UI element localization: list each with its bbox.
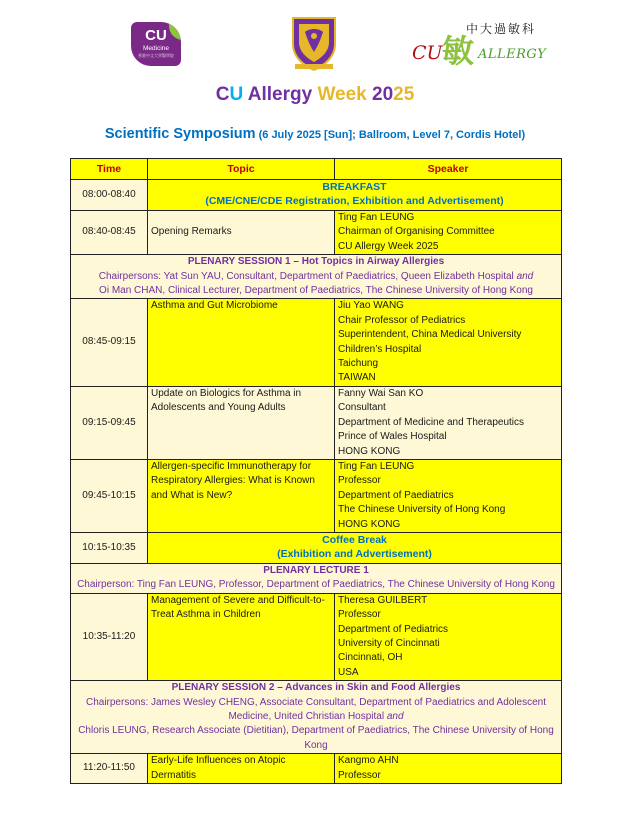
topic-cell: Opening Remarks: [148, 211, 335, 255]
title-week: Week: [317, 84, 373, 105]
session-title: PLENARY SESSION 1 – Hot Topics in Airway Allergies: [187, 256, 445, 268]
cu-allergy-cu: CU: [412, 42, 443, 64]
speaker-detail: Chairman of Organising Committee: [338, 226, 495, 238]
break-cell: [148, 532, 562, 563]
topic-cell: [148, 299, 335, 386]
speaker-cell: [335, 754, 562, 784]
programme-table: [70, 158, 562, 784]
chairs-and: and: [516, 270, 534, 282]
time-cell: 08:45-09:15: [71, 299, 148, 386]
chairs-part-a: Chairpersons: James Wesley CHENG, Associate Consultant, Department of Paediatrics and Adolescent Medicine, United Christian Hospital: [85, 696, 547, 722]
logo-bar: [0, 14, 630, 76]
break-subtitle: (Exhibition and Advertisement): [277, 548, 432, 561]
header-time: Time: [71, 159, 148, 180]
speaker-detail: Taichung: [338, 358, 379, 370]
speaker-detail: HONG KONG: [338, 518, 401, 530]
speaker-detail: Superintendent, China Medical University Children’s Hospital: [338, 329, 522, 355]
row-talk-4: [71, 593, 562, 680]
title-u: U: [229, 84, 244, 105]
speaker-cell: [335, 459, 562, 532]
cu-allergy-word: ALLERGY: [478, 47, 547, 62]
session-title: PLENARY LECTURE 1: [263, 564, 369, 576]
cu-medicine-logo-subtext: Medicine: [142, 45, 169, 52]
speaker-detail: Cincinnati, OH: [338, 652, 403, 664]
session-cell: [71, 681, 562, 754]
speaker-detail: Professor: [338, 769, 381, 781]
row-coffee-break: [71, 532, 562, 563]
speaker-detail: Professor: [338, 475, 381, 487]
speaker-cell: [335, 211, 562, 255]
speaker-name: Theresa GUILBERT: [338, 594, 428, 606]
speaker-detail: CU Allergy Week 2025: [338, 240, 439, 252]
title-year-a: 20: [372, 84, 394, 105]
subtitle-main: Scientific Symposium: [104, 126, 256, 142]
session-cell: [71, 563, 562, 593]
time-cell: 09:45-10:15: [71, 459, 148, 532]
session-chairs: [74, 270, 558, 284]
time-cell: 10:35-11:20: [71, 593, 148, 680]
speaker-cell: [335, 593, 562, 680]
chairs-part-a: Chairpersons: Yat Sun YAU, Consultant, Department of Paediatrics, Queen Elizabeth Hospital: [98, 270, 517, 282]
speaker-name: Ting Fan LEUNG: [338, 212, 415, 223]
topic-cell: Update on Biologics for Asthma in Adolescents and Young Adults: [148, 386, 335, 459]
session-chairs: [74, 696, 558, 725]
title-c: C: [215, 84, 230, 105]
speaker-detail: USA: [338, 666, 359, 678]
time-cell: 08:00-08:40: [71, 180, 148, 211]
speaker-cell: [335, 386, 562, 459]
speaker-name: Jiu Yao WANG: [338, 300, 404, 312]
row-talk-3: [71, 459, 562, 532]
page-title: [0, 84, 630, 106]
speaker-detail: Consultant: [338, 402, 386, 414]
topic-cell: Early-Life Influences on Atopic Dermatitis: [148, 754, 335, 784]
chairs-part-b: Chloris LEUNG, Research Associate (Dietitian), Department of Paediatrics, The Chinese University of Hong Kong: [78, 725, 554, 751]
speaker-detail: Professor: [338, 609, 381, 621]
row-talk-1: [71, 299, 562, 386]
time-cell: 10:15-10:35: [71, 532, 148, 563]
speaker-detail: HONG KONG: [338, 445, 401, 457]
row-opening: [71, 211, 562, 255]
speaker-detail: Department of Paediatrics: [338, 489, 454, 501]
title-allergy: Allergy: [243, 84, 318, 105]
cuhk-crest-logo: [285, 14, 343, 77]
row-session-1: [71, 255, 562, 299]
session-cell: [71, 255, 562, 299]
row-session-2: [71, 681, 562, 754]
row-talk-2: [71, 386, 562, 459]
speaker-detail: The Chinese University of Hong Kong: [338, 504, 506, 516]
cu-allergy-logo: [412, 20, 547, 70]
header-speaker: Speaker: [335, 159, 562, 180]
cu-allergy-big-char: 敏: [442, 32, 475, 70]
topic-cell: Management of Severe and Difficult-to-Treat Asthma in Children: [148, 593, 335, 680]
speaker-detail: TAIWAN: [338, 372, 376, 384]
break-title: BREAKFAST: [322, 181, 387, 193]
page-subtitle: [0, 125, 630, 143]
session-title: PLENARY SESSION 2 – Advances in Skin and Food Allergies: [171, 682, 461, 694]
speaker-detail: Department of Pediatrics: [338, 623, 449, 635]
speaker-name: Kangmo AHN: [338, 755, 399, 767]
time-cell: 08:40-08:45: [71, 211, 148, 255]
session-chairs: Chairperson: Ting Fan LEUNG, Professor, Department of Paediatrics, The Chinese University of Hong Kong: [77, 579, 555, 591]
speaker-detail: Department of Medicine and Therapeutics: [338, 416, 525, 428]
speaker-name: Fanny Wai San KO: [338, 387, 424, 399]
topic-cell: Allergen-specific Immunotherapy for Respiratory Allergies: What is Known and What is New?: [148, 459, 335, 532]
speaker-detail: Prince of Wales Hospital: [338, 431, 447, 443]
speaker-cell: [335, 299, 562, 386]
subtitle-details: (6 July 2025 [Sun]; Ballroom, Level 7, Cordis Hotel): [255, 129, 526, 141]
cu-medicine-logo: [131, 22, 181, 66]
time-cell: 11:20-11:50: [71, 754, 148, 784]
speaker-detail: Chair Professor of Pediatrics: [338, 314, 466, 326]
speaker-name: Ting Fan LEUNG: [338, 460, 415, 472]
cu-allergy-chinese: 中大過敏科: [465, 22, 536, 36]
break-title: Coffee Break: [322, 533, 387, 546]
row-talk-5: [71, 754, 562, 784]
row-breakfast: [71, 180, 562, 211]
table-header-row: [71, 159, 562, 180]
time-cell: 09:15-09:45: [71, 386, 148, 459]
speaker-detail: University of Cincinnati: [338, 637, 440, 649]
break-subtitle: (CME/CNE/CDE Registration, Exhibition and Advertisement): [205, 195, 504, 208]
title-year-b: 25: [393, 84, 415, 105]
header-topic: Topic: [148, 159, 335, 180]
cu-medicine-logo-text: CU: [145, 27, 167, 44]
break-cell: [148, 180, 562, 211]
cu-medicine-logo-chinese: 香港中文大學醫學院: [138, 53, 174, 58]
topic-text: Asthma and Gut Microbiome: [151, 300, 278, 312]
chairs-part-b: Oi Man CHAN, Clinical Lecturer, Department of Paediatrics, The Chinese University of Hong Kong: [99, 285, 533, 297]
row-lecture-1: [71, 563, 562, 593]
chairs-and: and: [386, 711, 404, 722]
